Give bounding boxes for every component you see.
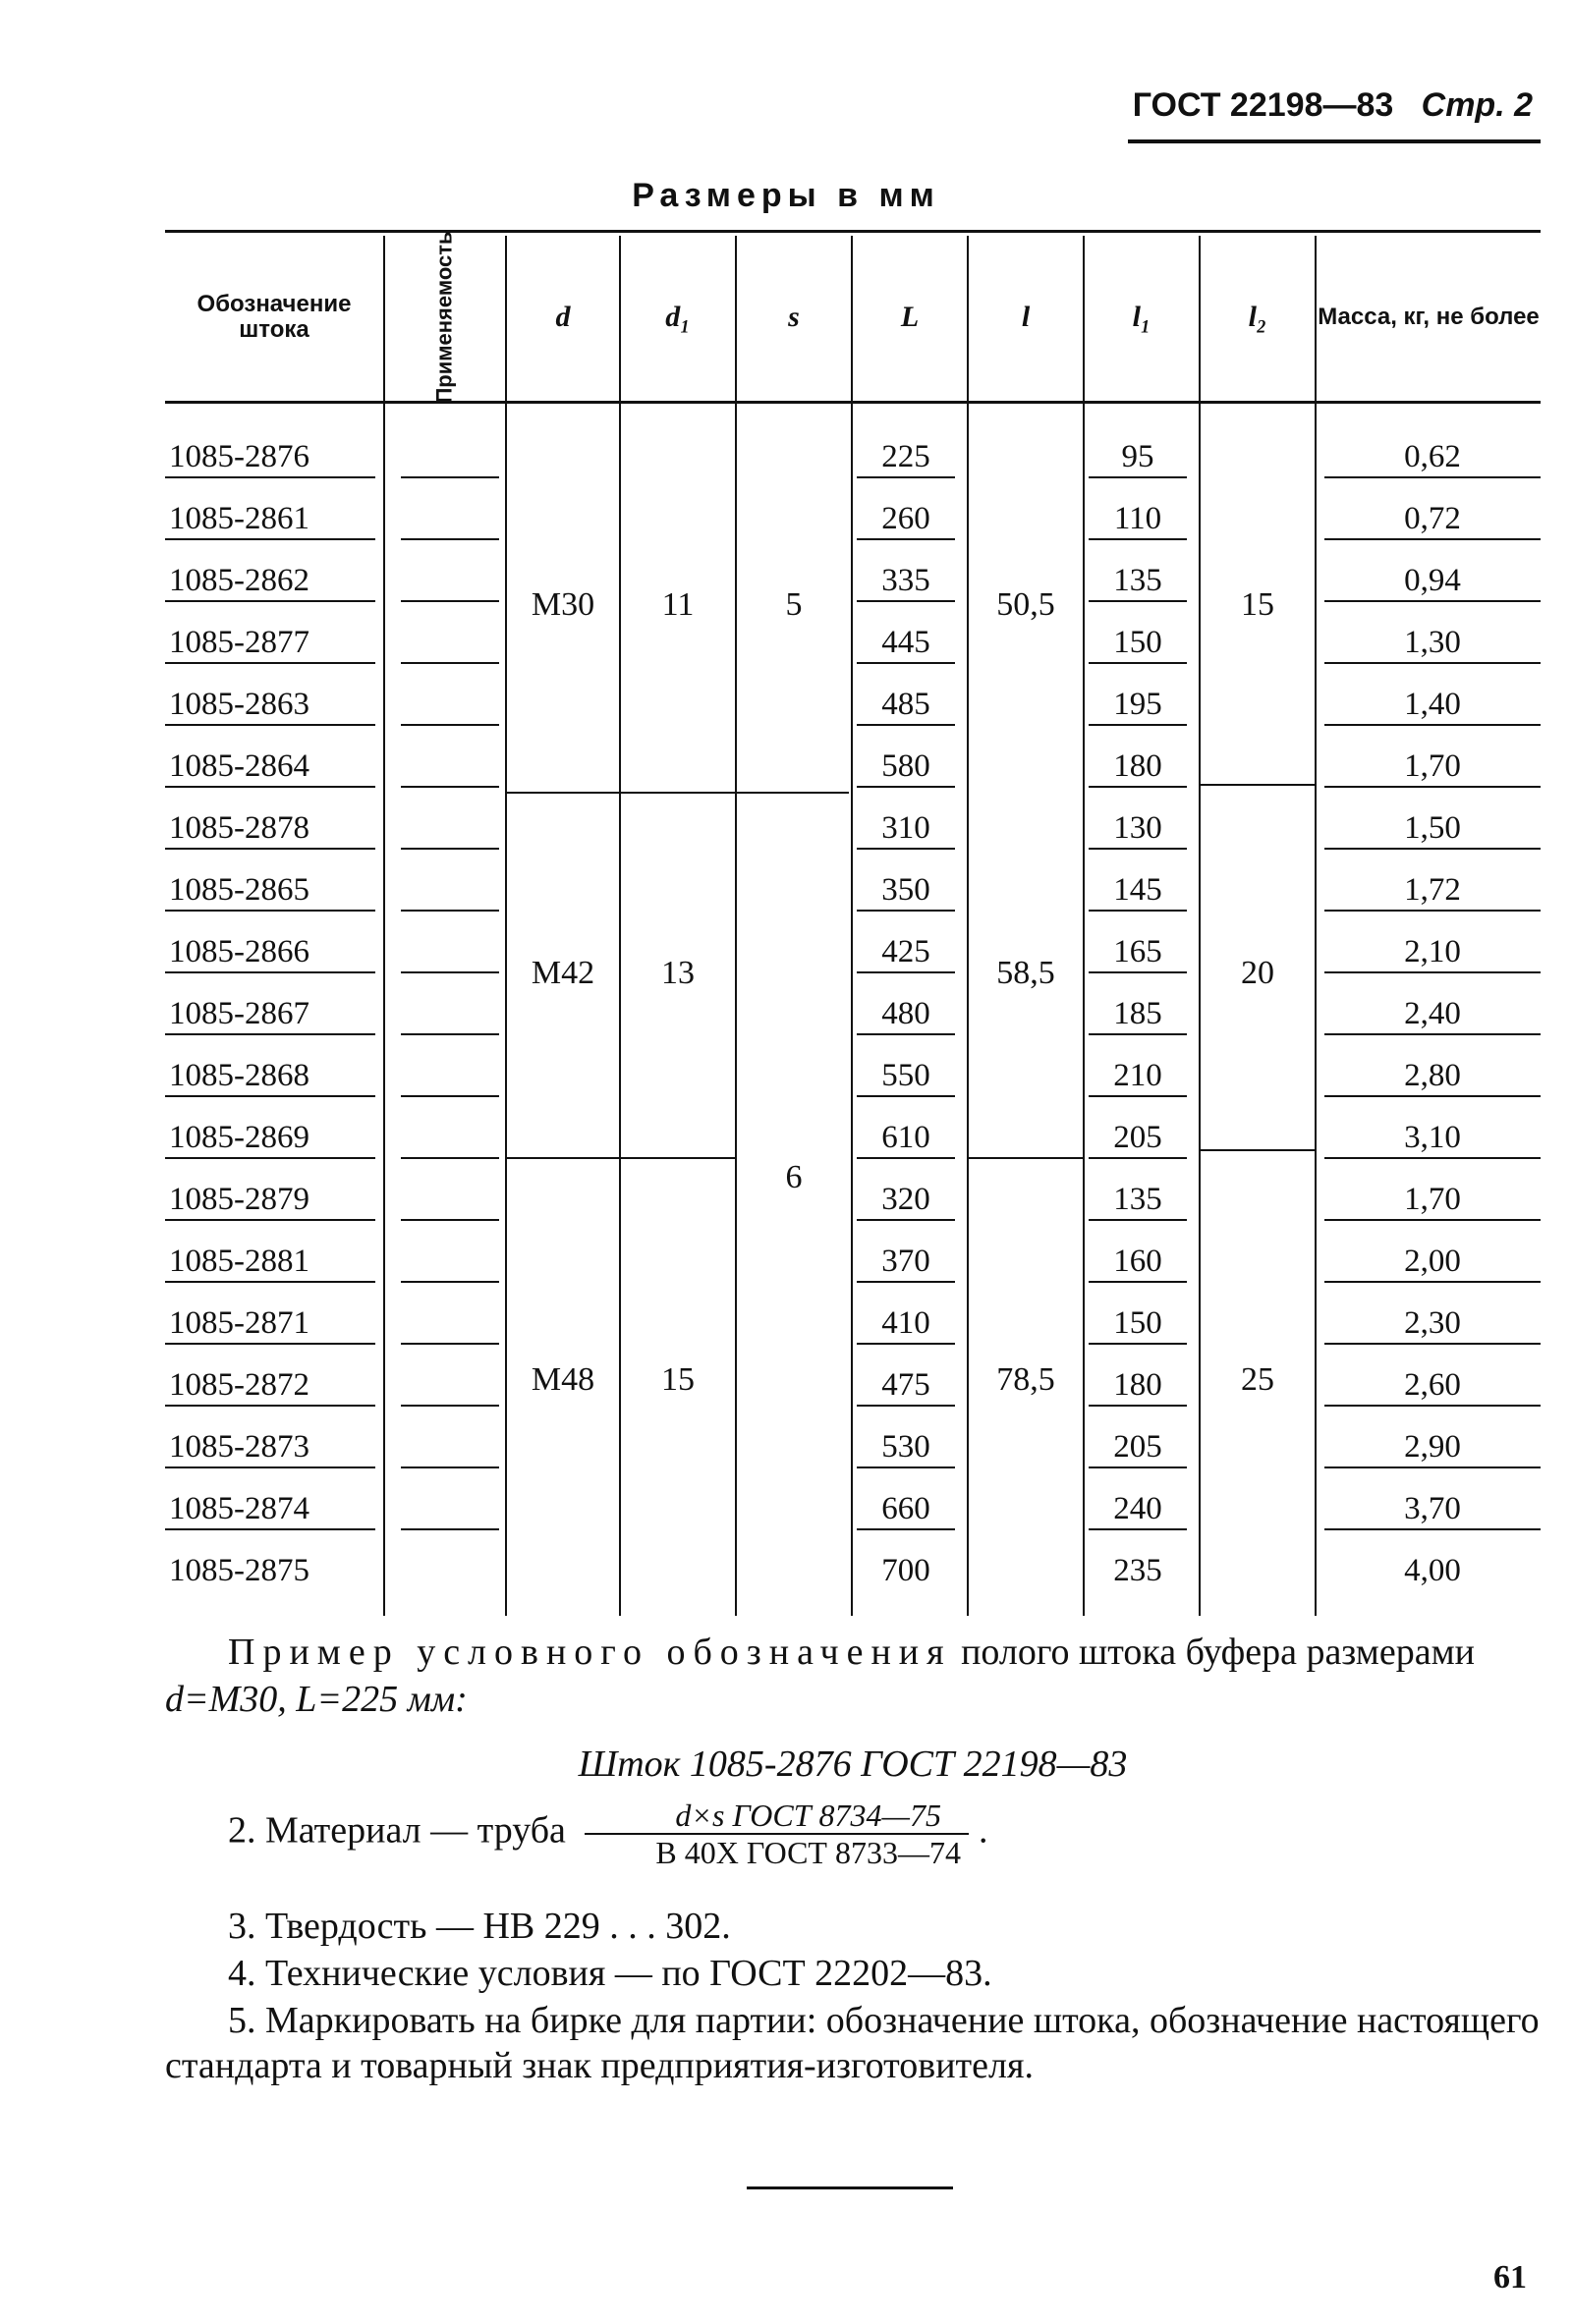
table-header-rule	[165, 401, 1541, 404]
row-applicability	[401, 499, 499, 540]
l2-group-1: 15	[1241, 586, 1274, 623]
row-applicability	[401, 1303, 499, 1345]
row-L: 350	[857, 870, 955, 912]
row-applicability	[401, 994, 499, 1035]
row-code: 1085-2877	[165, 623, 375, 664]
row-l1: 205	[1089, 1427, 1187, 1468]
row-applicability	[401, 685, 499, 726]
row-mass: 1,40	[1324, 685, 1541, 726]
l-group-1: 50,5	[996, 586, 1055, 623]
col-divider	[967, 236, 969, 1616]
row-L: 700	[881, 1553, 930, 1588]
row-mass: 1,50	[1324, 808, 1541, 850]
row-l1: 145	[1089, 870, 1187, 912]
row-mass: 2,30	[1324, 1303, 1541, 1345]
row-l1: 185	[1089, 994, 1187, 1035]
row-mass: 0,72	[1324, 499, 1541, 540]
row-L: 410	[857, 1303, 955, 1345]
l2-group-2: 20	[1241, 955, 1274, 991]
row-code: 1085-2871	[165, 1303, 375, 1345]
row-l1: 165	[1089, 932, 1187, 973]
row-code: 1085-2866	[165, 932, 375, 973]
row-code: 1085-2876	[165, 437, 375, 478]
row-L: 530	[857, 1427, 955, 1468]
row-L: 485	[857, 685, 955, 726]
row-L: 310	[857, 808, 955, 850]
row-l1: 160	[1089, 1242, 1187, 1283]
row-L: 445	[857, 623, 955, 664]
row-L: 550	[857, 1056, 955, 1097]
col-divider	[1315, 236, 1317, 1616]
row-mass: 1,70	[1324, 1180, 1541, 1221]
row-l1: 180	[1089, 747, 1187, 788]
row-applicability	[401, 932, 499, 973]
col-divider	[619, 236, 621, 1616]
row-mass: 1,72	[1324, 870, 1541, 912]
row-mass: 2,10	[1324, 932, 1541, 973]
row-mass: 2,80	[1324, 1056, 1541, 1097]
group-separator	[1201, 784, 1315, 786]
l-group-2: 58,5	[996, 955, 1055, 991]
row-mass: 3,70	[1324, 1489, 1541, 1530]
row-l1: 205	[1089, 1118, 1187, 1159]
row-applicability	[401, 1427, 499, 1468]
header-L: L	[900, 300, 920, 333]
row-mass: 3,10	[1324, 1118, 1541, 1159]
d1-group-2: 13	[661, 955, 695, 991]
row-l1: 150	[1089, 1303, 1187, 1345]
row-mass: 0,94	[1324, 561, 1541, 602]
row-applicability	[401, 1551, 499, 1590]
group-separator	[737, 792, 849, 794]
header-l: l	[1021, 300, 1031, 333]
row-L: 580	[857, 747, 955, 788]
header-d1: d₁	[665, 300, 691, 333]
col-divider	[851, 236, 853, 1616]
row-mass: 2,40	[1324, 994, 1541, 1035]
row-code: 1085-2872	[165, 1365, 375, 1407]
row-L: 475	[857, 1365, 955, 1407]
row-mass: 1,70	[1324, 747, 1541, 788]
header-rule	[1128, 139, 1541, 143]
col-divider	[505, 236, 507, 1616]
group-separator	[505, 792, 735, 794]
row-code: 1085-2861	[165, 499, 375, 540]
row-code: 1085-2879	[165, 1180, 375, 1221]
col-divider	[1083, 236, 1085, 1616]
item-3-hardness: 3. Твердость — НВ 229 . . . 302.	[228, 1906, 731, 1947]
row-code: 1085-2869	[165, 1118, 375, 1159]
item-2-material: 2. Материал — труба $\frac{\text{d×s ГОСТ 8734—75}}{\text{В 40Х ГОСТ 8733—74}}$ .	[228, 1798, 988, 1870]
table-title: Размеры в мм	[632, 177, 940, 214]
header-s: s	[788, 300, 800, 333]
row-code: 1085-2864	[165, 747, 375, 788]
row-applicability	[401, 747, 499, 788]
header-l2: l₂	[1248, 300, 1267, 333]
row-l1: 195	[1089, 685, 1187, 726]
row-applicability	[401, 1118, 499, 1159]
row-l1: 235	[1113, 1553, 1162, 1588]
row-code: 1085-2873	[165, 1427, 375, 1468]
table-top-rule	[165, 230, 1541, 233]
row-applicability	[401, 1056, 499, 1097]
row-applicability	[401, 1242, 499, 1283]
row-code: 1085-2881	[165, 1242, 375, 1283]
row-L: 370	[857, 1242, 955, 1283]
example-designation: Шток 1085-2876 ГОСТ 22198—83	[578, 1743, 1128, 1785]
header-l1: l₁	[1132, 300, 1151, 333]
d-group-3: М48	[531, 1361, 595, 1398]
row-L: 335	[857, 561, 955, 602]
row-code: 1085-2863	[165, 685, 375, 726]
row-applicability	[401, 437, 499, 478]
row-code: 1085-2875	[169, 1553, 309, 1588]
row-l1: 135	[1089, 1180, 1187, 1221]
header-d: d	[555, 300, 571, 333]
item-5-marking: 5. Маркировать на бирке для партии: обозначение штока, обозначение настоящего стандарта и товарный знак предприятия-изготовителя.	[165, 2000, 1540, 2086]
row-l1: 130	[1089, 808, 1187, 850]
row-L: 425	[857, 932, 955, 973]
row-mass: 2,60	[1324, 1365, 1541, 1407]
page-ref: Стр. 2	[1421, 86, 1533, 124]
row-L: 660	[857, 1489, 955, 1530]
header-mass: Масса, кг, не более	[1318, 303, 1540, 330]
d-group-2: М42	[531, 955, 595, 991]
row-l1: 180	[1089, 1365, 1187, 1407]
standard-number: ГОСТ 22198—83	[1132, 86, 1394, 124]
col-divider	[1199, 236, 1201, 1616]
row-applicability	[401, 561, 499, 602]
l-group-3: 78,5	[996, 1361, 1055, 1398]
d-group-1: М30	[531, 586, 595, 623]
row-L: 480	[857, 994, 955, 1035]
row-l1: 110	[1089, 499, 1187, 540]
row-L: 260	[857, 499, 955, 540]
page-header	[1110, 86, 1533, 125]
header-applicability: Применяемость	[432, 230, 457, 404]
page-number: 61	[1493, 2259, 1527, 2296]
row-applicability	[401, 1489, 499, 1530]
row-L: 225	[857, 437, 955, 478]
row-l1: 150	[1089, 623, 1187, 664]
material-fraction: $\frac{\text{d×s ГОСТ 8734—75}}{\text{В 40Х ГОСТ 8733—74}}$	[585, 1798, 969, 1870]
row-code: 1085-2867	[165, 994, 375, 1035]
s-group-1: 5	[785, 586, 803, 623]
row-code: 1085-2874	[165, 1489, 375, 1530]
group-separator	[505, 1157, 735, 1159]
row-l1: 210	[1089, 1056, 1187, 1097]
row-code: 1085-2878	[165, 808, 375, 850]
row-applicability	[401, 808, 499, 850]
row-mass: 1,30	[1324, 623, 1541, 664]
footer-rule	[747, 2186, 953, 2189]
row-applicability	[401, 1180, 499, 1221]
row-l1: 135	[1089, 561, 1187, 602]
row-mass: 2,90	[1324, 1427, 1541, 1468]
d1-group-1: 11	[661, 586, 695, 623]
row-applicability	[401, 1365, 499, 1407]
row-l1: 240	[1089, 1489, 1187, 1530]
row-L: 610	[857, 1118, 955, 1159]
col-divider	[383, 236, 385, 1616]
row-L: 320	[857, 1180, 955, 1221]
row-applicability	[401, 623, 499, 664]
d1-group-3: 15	[661, 1361, 695, 1398]
row-mass: 4,00	[1404, 1553, 1461, 1588]
col-divider	[735, 236, 737, 1616]
group-separator	[969, 1157, 1083, 1159]
row-applicability	[401, 870, 499, 912]
row-mass: 2,00	[1324, 1242, 1541, 1283]
header-code: Обозначение штока	[196, 290, 352, 343]
s-group-2: 6	[785, 1159, 803, 1195]
row-code: 1085-2868	[165, 1056, 375, 1097]
row-code: 1085-2862	[165, 561, 375, 602]
l2-group-3: 25	[1241, 1361, 1274, 1398]
row-mass: 0,62	[1324, 437, 1541, 478]
row-code: 1085-2865	[165, 870, 375, 912]
group-separator	[1201, 1149, 1315, 1151]
item-4-conditions: 4. Технические условия — по ГОСТ 22202—83.	[228, 1953, 992, 1994]
row-l1: 95	[1089, 437, 1187, 478]
example-paragraph: Пример условного обозначения полого штока буфера размерами d=М30, L=225 мм:	[165, 1632, 1475, 1720]
